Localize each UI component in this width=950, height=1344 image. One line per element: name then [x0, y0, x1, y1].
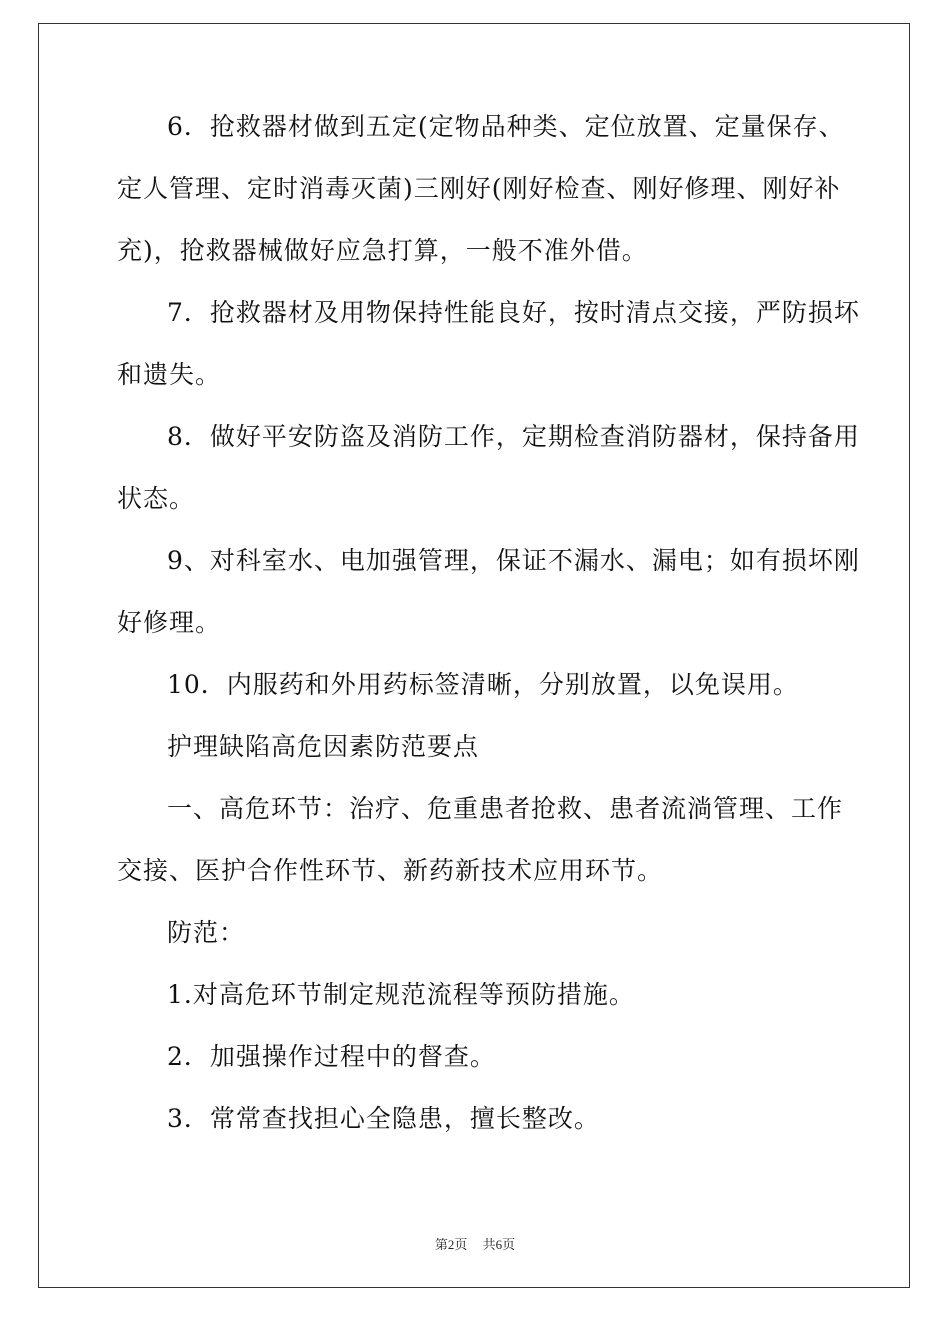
paragraph-6-line-3: 充)，抢救器械做好应急打算，一般不准外借。	[117, 236, 648, 265]
paragraph-7-line-1: 7．抢救器材及用物保持性能良好，按时清点交接，严防损坏	[167, 298, 860, 327]
section-1-line-2: 交接、医护合作性环节、新药新技术应用环节。	[117, 856, 664, 885]
measure-3: 3．常常查找担心全隐患，擅长整改。	[167, 1104, 600, 1133]
paragraph-9-line-1: 9、对科室水、电加强管理，保证不漏水、漏电；如有损坏刚	[167, 546, 860, 575]
measure-2: 2．加强操作过程中的督查。	[167, 1042, 496, 1071]
page-footer	[0, 1234, 950, 1253]
page-number: 第2页	[434, 1237, 468, 1252]
prevention-label: 防范：	[167, 918, 246, 947]
measure-1: 1.对高危环节制定规范流程等预防措施。	[167, 980, 635, 1009]
section-heading: 护理缺陷高危因素防范要点	[167, 732, 480, 761]
paragraph-10: 10．内服药和外用药标签清晰，分别放置，以免误用。	[167, 670, 799, 699]
paragraph-9-line-2: 好修理。	[117, 608, 222, 637]
page-total: 共6页	[482, 1237, 516, 1252]
section-1-line-1: 一、高危环节：治疗、危重患者抢救、患者流淌管理、工作	[167, 794, 844, 823]
paragraph-7-line-2: 和遗失。	[117, 360, 222, 389]
paragraph-6-line-1: 6．抢救器材做到五定(定物品种类、定位放置、定量保存、	[167, 112, 845, 141]
paragraph-8-line-2: 状态。	[117, 484, 196, 513]
paragraph-6-line-2: 定人管理、定时消毒灭菌)三刚好(刚好检查、刚好修理、刚好补	[117, 174, 841, 203]
paragraph-8-line-1: 8．做好平安防盗及消防工作，定期检查消防器材，保持备用	[167, 422, 860, 451]
